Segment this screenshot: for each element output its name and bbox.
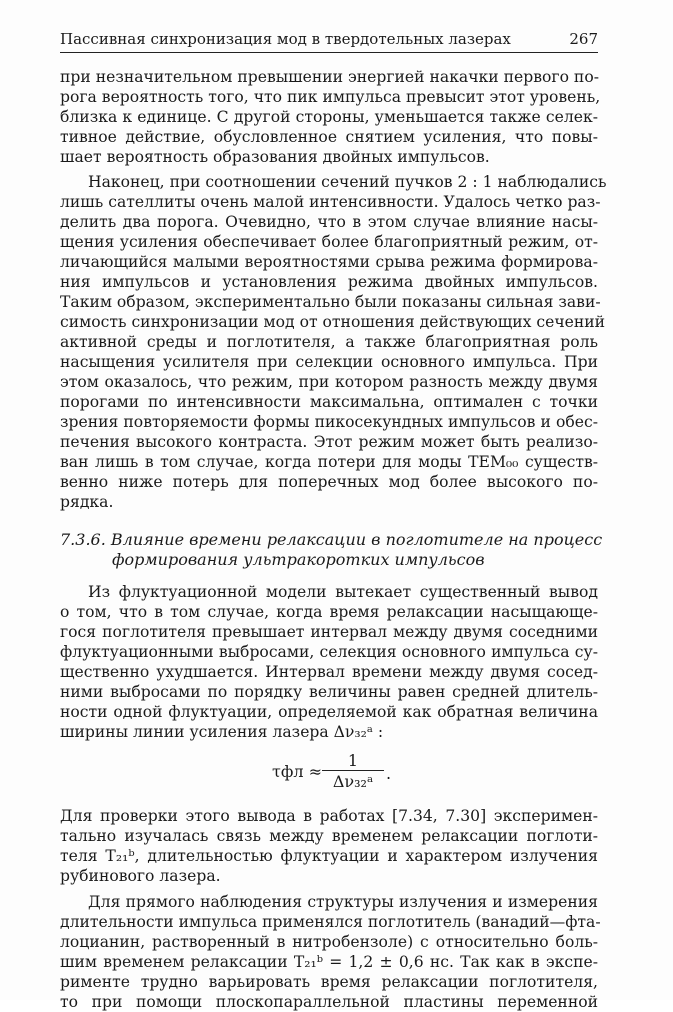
text-line: Наконец, при соотношении сечений пучков 2 : 1 наблюдались — [88, 173, 607, 191]
text-line: венно ниже потерь для поперечных мод более высокого по- — [60, 473, 598, 491]
text-line: лоцианин, растворенный в нитробензоле) с относительно боль- — [60, 933, 598, 951]
text-line: близка к единице. С другой стороны, уменьшается также селек- — [60, 108, 598, 126]
text-line: Для проверки этого вывода в работах [7.34, 7.30] эксперимен- — [60, 807, 598, 825]
text-line: рубинового лазера. — [60, 867, 221, 885]
formula-end: . — [386, 764, 392, 783]
text-line: ван лишь в том случае, когда потери для моды TEM₀₀ существ- — [60, 453, 598, 471]
text-line: Из флуктуационной модели вытекает существенный вывод — [88, 583, 598, 601]
text-line: рядка. — [60, 493, 114, 511]
text-line: ности одной флуктуации, определяемой как обратная величина — [60, 703, 598, 721]
formula-fraction — [322, 752, 384, 793]
text-line: гося поглотителя превышает интервал между двумя соседними — [60, 623, 598, 641]
text-line: лишь сателлиты очень малой интенсивности. Удалось четко раз- — [60, 193, 601, 211]
section-heading: 7.3.6. Влияние времени релаксации в поглотителе на процесс — [60, 530, 603, 549]
text-line: щения усиления обеспечивает более благоприятный режим, от- — [60, 233, 598, 251]
text-line: рога вероятность того, что пик импульса превысит этот уровень, — [60, 88, 601, 106]
header-title: Пассивная синхронизация мод в твердотельных лазерах — [60, 30, 511, 48]
text-line: печения высокого контраста. Этот режим может быть реализо- — [60, 433, 598, 451]
text-line: при незначительном превышении энергией накачки первого по- — [60, 68, 599, 86]
text-line: порогами по интенсивности максимальна, оптимален с точки — [60, 393, 598, 411]
text-line: делить два порога. Очевидно, что в этом случае влияние насы- — [60, 213, 598, 231]
text-line: щественно ухудшается. Интервал времени между двумя сосед- — [60, 663, 598, 681]
text-line: флуктуационными выбросами, селекция основного импульса су- — [60, 643, 598, 661]
text-line: длительности импульса применялся поглотитель (ванадий—фта- — [60, 913, 601, 931]
text-line: ния импульсов и установления режима двойных импульсов. — [60, 273, 598, 291]
text-line: ними выбросами по порядку величины равен средней длитель- — [60, 683, 598, 701]
formula-lhs: τфл ≈ — [272, 762, 323, 781]
formula-numerator: 1 — [322, 752, 384, 771]
text-line: рименте трудно варьировать время релаксации поглотителя, — [60, 973, 598, 991]
text-line: Для прямого наблюдения структуры излучения и измерения — [88, 893, 598, 911]
formula — [272, 752, 422, 796]
text-line: этом оказалось, что режим, при котором разность между двумя — [60, 373, 598, 391]
formula-denominator: Δν₃₂ᵃ — [332, 772, 374, 791]
text-line: тивное действие, обусловленное снятием усиления, что повы- — [60, 128, 598, 146]
text-line: шим временем релаксации T₂₁ᵇ = 1,2 ± 0,6 нс. Так как в экспе- — [60, 953, 598, 971]
page-number: 267 — [569, 30, 598, 48]
text-line: зрения повторяемости формы пикосекундных импульсов и обес- — [60, 413, 598, 431]
text-line: теля T₂₁ᵇ, длительностью флуктуации и характером излучения — [60, 847, 598, 865]
text-line: о том, что в том случае, когда время релаксации насыщающе- — [60, 603, 598, 621]
text-line: насыщения усилителя при селекции основного импульса. При — [60, 353, 598, 371]
text-line: симость синхронизации мод от отношения действующих сечений — [60, 313, 606, 331]
text-line: личающийся малыми вероятностями срыва режима формирова- — [60, 253, 598, 271]
text-line: Таким образом, экспериментально были показаны сильная зави- — [60, 293, 601, 311]
text-line: шает вероятность образования двойных импульсов. — [60, 148, 490, 166]
text-line: активной среды и поглотителя, а также благоприятная роль — [60, 333, 598, 351]
running-header — [60, 30, 598, 53]
section-heading-continued: формирования ультракоротких импульсов — [112, 550, 485, 569]
text-line: то при помощи плоскопараллельной пластины переменной — [60, 993, 598, 1011]
text-line: ширины линии усиления лазера Δν₃₂ᵃ : — [60, 723, 384, 741]
text-line: тально изучалась связь между временем релаксации поглоти- — [60, 827, 598, 845]
